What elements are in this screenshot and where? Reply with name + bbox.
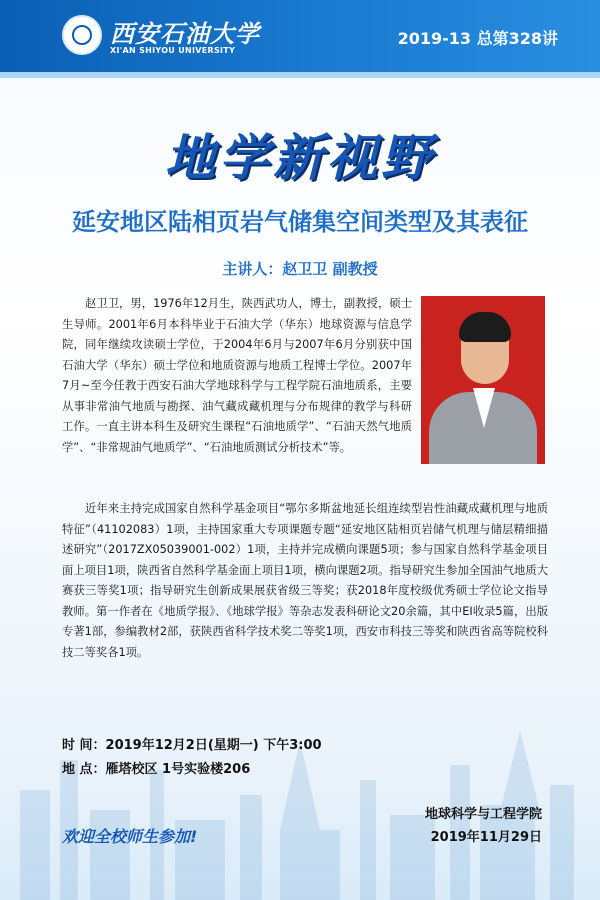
event-place: 地 点：雁塔校区 1号实验楼206 [62, 762, 251, 777]
bio-paragraph-1: 赵卫卫，男，1976年12月生，陕西武功人，博士，副教授，硕士生导师。2001年6月本科毕业于石油大学（华东）地球资源与信息学院，同年继续攻读硕士学位，于2004年6月与2007年6月分别获中国石油大学（华东）硕士学位和地质资源与地质工程博士学位。2007年7月~至今任教于西安石油大学地球科学与工程学院石油地质系，主要从事非常油气地质与勘探、油气藏成藏机理与分布规律的教学与科研工作。一直主讲本科生及研究生课程“石油地质学”、“石油天然气地质学”、“非常规油气地质学”、“石油地质测试分析技术”等。 [62, 297, 412, 454]
university-name-cn: 西安石油大学 [110, 19, 260, 48]
oil-field-skyline-decoration [0, 700, 600, 900]
photo-hair [459, 312, 511, 342]
header-stripe [0, 72, 600, 78]
issue-date: 2019年11月29日 [430, 830, 542, 845]
welcome-slogan: 欢迎全校师生参加! [62, 827, 198, 846]
lecture-subtitle: 延安地区陆相页岩气储集空间类型及其表征 [72, 208, 528, 236]
event-time: 时 间：2019年12月2日(星期一) 下午3:00 [62, 738, 322, 753]
university-name-en: XI'AN SHIYOU UNIVERSITY [110, 46, 236, 55]
speaker-line: 主讲人：赵卫卫 副教授 [222, 260, 378, 278]
issue-number: 2019-13 总第328讲 [397, 29, 558, 48]
header-bar [0, 0, 600, 72]
organizer-department: 地球科学与工程学院 [424, 807, 542, 822]
university-logo-icon [62, 15, 102, 55]
speaker-photo [421, 296, 545, 464]
bio-paragraph-2: 近年来主持完成国家自然科学基金项目“鄂尔多斯盆地延长组连续型岩性油藏成藏机理与地质特征”（41102083）1项，主持国家重大专项课题专题“延安地区陆相页岩储气机理与储层精细描述研究”（2017ZX05039001-002）1项，主持并完成横向课题5项；参与国家自然科学基金项目面上项目1项，陕西省自然科学基金面上项目1项，横向课题2项。指导研究生参加全国油气地质大赛获三等奖1项；指导研究生创新成果展获省级三等奖；获2018年度校级优秀硕士学位论文指导教师。第一作者在《地质学报》、《地球学报》等杂志发表科研论文20余篇，其中EI收录5篇，出版专著1部，参编教材2部，获陕西省科学技术奖二等奖1项，西安市科技三等奖和陕西省高等院校科技二等奖各1项。 [62, 502, 548, 659]
poster-title: 地学新视野 [165, 129, 435, 187]
